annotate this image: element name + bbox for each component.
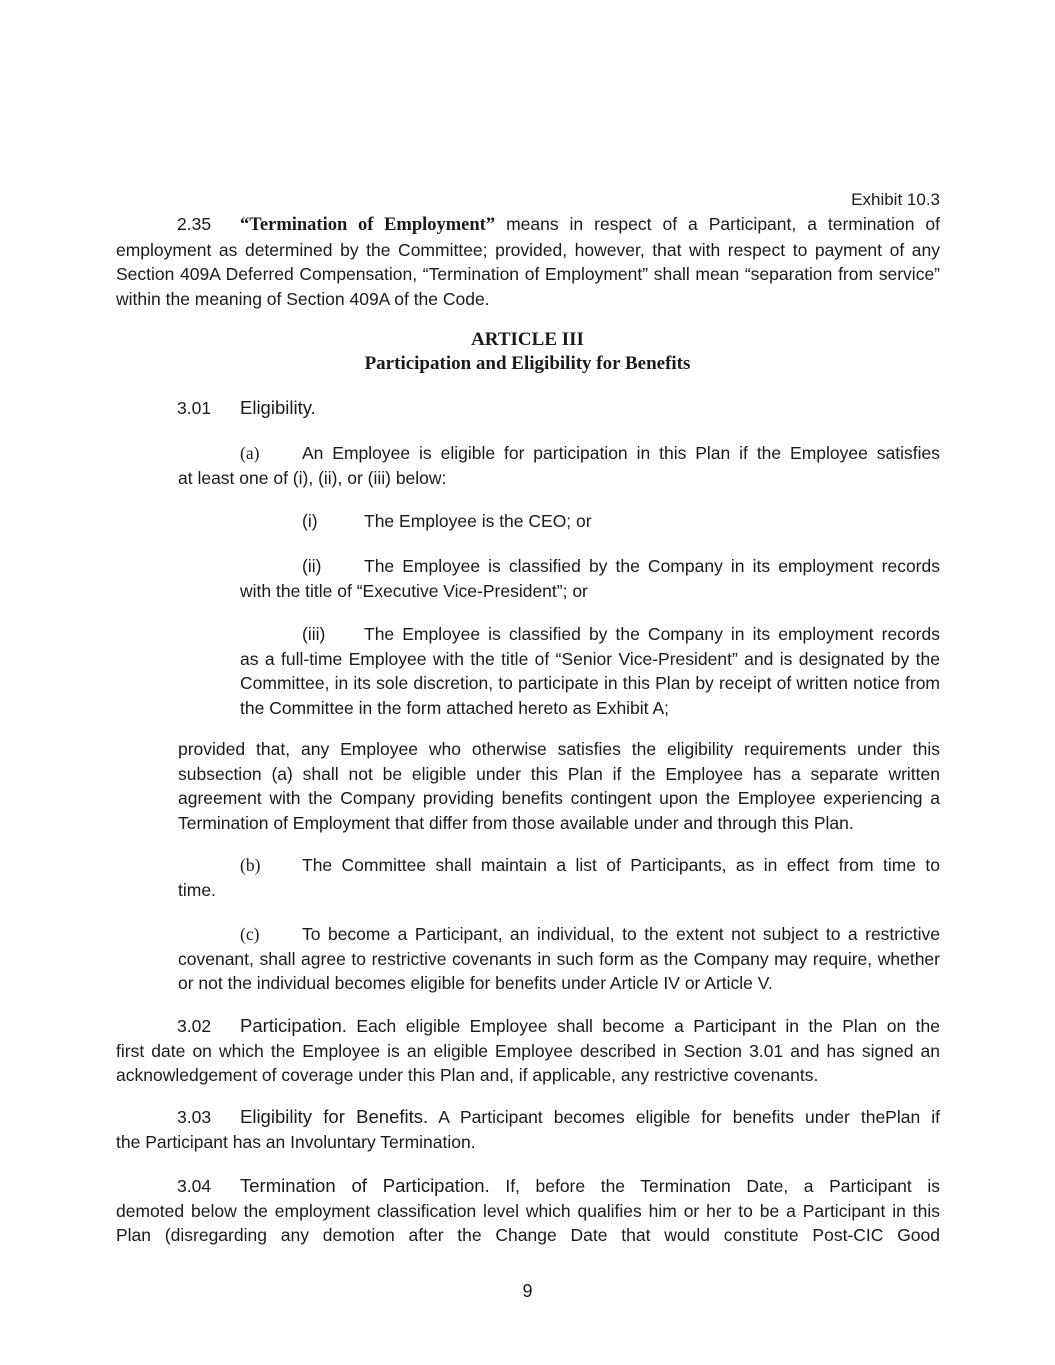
subsection-text: An Employee is eligible for participation in this Plan if the Employee satisfies (302, 443, 940, 463)
section-title: Eligibility. (240, 397, 316, 418)
section-3-02 (116, 1014, 940, 1088)
clause-text: The Employee is classified by the Company in its employment records (364, 624, 940, 644)
section-text-continuation: employment as determined by the Committee; provided, however, that with respect to payment of any Section 409A Deferred Compensation, “Termination of Employment” shall mean “separation from service” within the meaning of Section 409A of the Code. (116, 239, 940, 309)
section-3-04 (116, 1174, 940, 1248)
section-text: If, before the Termination Date, a Participant is (505, 1176, 940, 1196)
article-title: ARTICLE III (471, 329, 584, 350)
section-3-03 (116, 1105, 940, 1154)
section-text-continuation: demoted below the employment classification level which qualifies him or her to be a Participant in this Plan (disregarding any demotion after the Change Date that would constitute Post-CIC Good (116, 1200, 940, 1245)
clause-iii (240, 622, 940, 720)
section-number: 3.02 (177, 1016, 212, 1036)
clause-text: The Employee is the CEO; or (364, 511, 592, 531)
subsection-b (178, 853, 940, 902)
defined-term: “Termination of Employment” (240, 215, 496, 235)
section-number: 3.03 (177, 1107, 212, 1127)
subsection-a (178, 441, 940, 490)
section-text: means in respect of a Participant, a termination of (506, 214, 940, 234)
section-title: Termination of Participation. (240, 1175, 490, 1196)
clause-label: (iii) (302, 624, 326, 644)
subsection-c (178, 922, 940, 996)
page-number: 9 (522, 1281, 533, 1301)
section-text: Each eligible Employee shall become a Participant in the Plan on the (356, 1016, 940, 1036)
section-text: A Participant becomes eligible for benefits under thePlan if (438, 1107, 940, 1127)
section-number: 3.01 (177, 398, 212, 418)
clause-label: (ii) (302, 556, 322, 576)
subsection-text-continuation: time. (178, 879, 216, 900)
clause-ii (240, 554, 940, 603)
section-title: Participation. (240, 1015, 347, 1036)
subsection-text: To become a Participant, an individual, to the extent not subject to a restrictive (302, 924, 940, 944)
proviso-paragraph: provided that, any Employee who otherwise satisfies the eligibility requirements under this subsection (a) shall not be eligible under this Plan if the Employee has a separate written agreement with the Company providing benefits contingent upon the Employee experiencing a Termination of Employment that differ from those available under and through this Plan. (178, 739, 940, 833)
section-text-continuation: the Participant has an Involuntary Termination. (116, 1131, 476, 1152)
clause-text-continuation: as a full-time Employee with the title of “Senior Vice-President” and is designated by the Committee, in its sole discretion, to participate in this Plan by receipt of written notice from the Committee in the form attached hereto as Exhibit A; (240, 648, 940, 718)
subsection-label: (a) (240, 443, 260, 463)
subsection-text-continuation: covenant, shall agree to restrictive covenants in such form as the Company may require, whether or not the individual becomes eligible for benefits under Article IV or Article V. (178, 948, 940, 993)
clause-label: (i) (302, 511, 318, 531)
subsection-text: The Committee shall maintain a list of Participants, as in effect from time to (302, 855, 940, 875)
section-text-continuation: first date on which the Employee is an eligible Employee described in Section 3.01 and has signed an acknowledgement of coverage under this Plan and, if applicable, any restrictive covenants. (116, 1040, 940, 1085)
section-title: Eligibility for Benefits. (240, 1106, 429, 1127)
section-2-35 (116, 212, 940, 311)
article-subtitle: Participation and Eligibility for Benefits (364, 353, 691, 374)
subsection-label: (b) (240, 855, 261, 875)
clause-i (240, 509, 940, 534)
exhibit-label: Exhibit 10.3 (851, 190, 940, 209)
section-3-01-heading (116, 396, 940, 421)
section-number: 2.35 (177, 214, 212, 234)
subsection-label: (c) (240, 924, 260, 944)
clause-text: The Employee is classified by the Company in its employment records (364, 556, 940, 576)
section-number: 3.04 (177, 1176, 212, 1196)
clause-text-continuation: with the title of “Executive Vice-President”; or (240, 580, 588, 601)
subsection-text-continuation: at least one of (i), (ii), or (iii) below: (178, 467, 447, 488)
